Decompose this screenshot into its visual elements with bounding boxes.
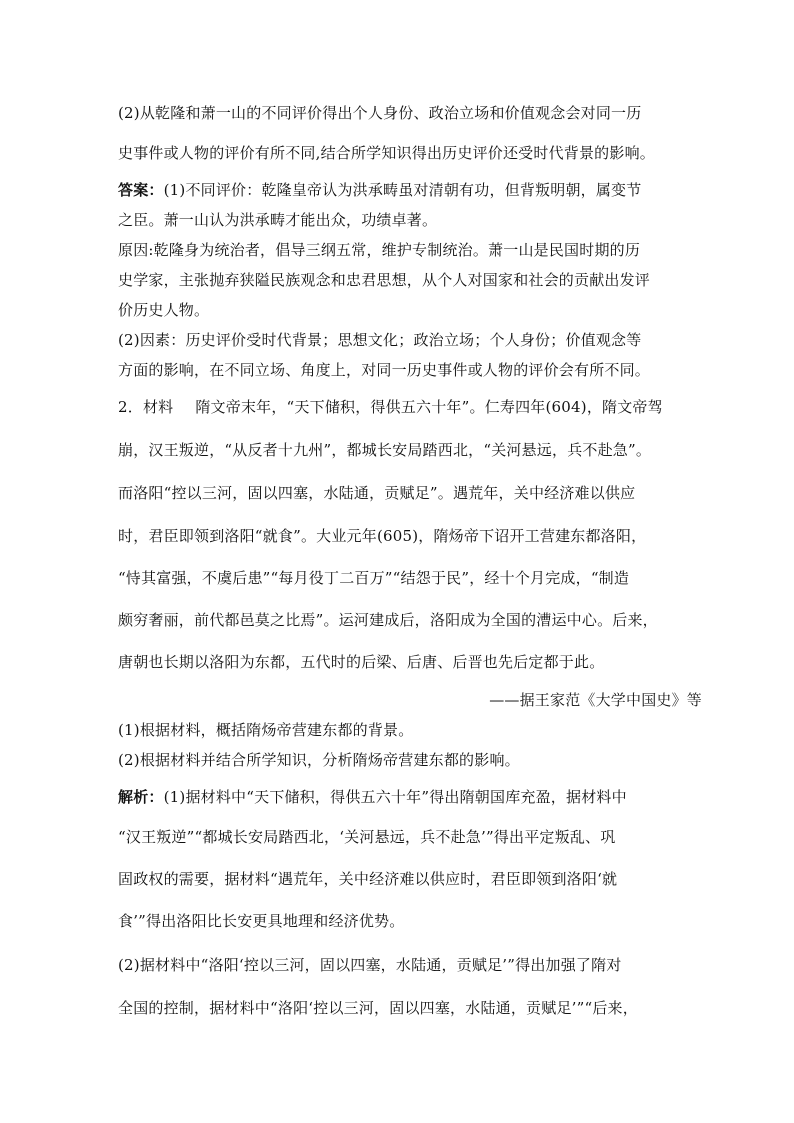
text-span: (1)不同评价：乾隆皇帝认为洪承畴虽对清朝有功，但背叛明朝，属变节 <box>163 181 642 199</box>
source-citation: ——据王家范《大学中国史》等 <box>489 691 702 709</box>
answer-label: 答案： <box>118 181 164 199</box>
text-span: (1)据材料中“天下储积，得供五六十年”得出隋朝国库充盈，据材料中 <box>163 788 627 806</box>
text-line: 史事件或人物的评价有所不同,结合所学知识得出历史评价还受时代背景的影响。 <box>118 144 655 162</box>
text-line: 之臣。萧一山认为洪承畴才能出众，功绩卓著。 <box>118 211 438 229</box>
text-line: 颇穷奢丽，前代都邑莫之比焉”。运河建成后，洛阳成为全国的漕运中心。后来， <box>118 611 658 629</box>
analysis-label: 解析： <box>118 788 164 806</box>
text-line: 固政权的需要，据材料“遇荒年，关中经济难以供应时，君臣即领到洛阳‘就 <box>118 870 618 888</box>
text-line: 全国的控制，据材料中“洛阳‘控以三河，固以四塞，水陆通，贡赋足’”“后来， <box>118 999 638 1017</box>
text-line: 史学家，主张抛弃狭隘民族观念和忠君思想，从个人对国家和社会的贡献出发评 <box>118 271 651 289</box>
material-label: 2．材料 <box>118 398 174 416</box>
question-2: (2)根据材料并结合所学知识，分析隋炀帝营建东都的影响。 <box>118 751 520 769</box>
text-line: (2)因素：历史评价受时代背景；思想文化；政治立场；个人身份；价值观念等 <box>118 331 642 349</box>
text-line: 唐朝也长期以洛阳为东都，五代时的后梁、后唐、后晋也先后定都于此。 <box>118 653 605 671</box>
text-line: 原因:乾隆身为统治者，倡导三纲五常，维护专制统治。萧一山是民国时期的历 <box>118 241 641 259</box>
text-line: 而洛阳“控以三河，固以四塞，水陆通，贡赋足”。遇荒年，关中经济难以供应 <box>118 484 636 502</box>
question-1: (1)根据材料，概括隋炀帝营建东都的背景。 <box>118 721 414 739</box>
text-span: 隋文帝末年，“天下储积，得供五六十年”。仁寿四年(604)，隋文帝驾 <box>195 398 663 416</box>
answer-line <box>118 180 688 200</box>
text-line: 方面的影响，在不同立场、角度上，对同一历史事件或人物的评价会有所不同。 <box>118 361 651 379</box>
text-line: 价历史人物。 <box>118 301 210 319</box>
text-line: “恃其富强，不虞后患”“每月役丁二百万”“结怨于民”，经十个月完成，“制造 <box>118 569 630 587</box>
text-line: 时，君臣即领到洛阳“就食”。大业元年(605)，隋炀帝下诏开工营建东都洛阳， <box>118 527 647 545</box>
text-line: “汉王叛逆”“都城长安局踏西北，‘关河悬远，兵不赴急’”得出平定叛乱、巩 <box>118 828 616 846</box>
text-line: 崩，汉王叛逆，“从反者十九州”，都城长安局踏西北，“关河悬远，兵不赴急”。 <box>118 441 652 459</box>
text-line: (2)从乾隆和萧一山的不同评价得出个人身份、政治立场和价值观念会对同一历 <box>118 104 642 122</box>
material-line <box>118 397 688 417</box>
analysis-line <box>118 787 688 807</box>
text-line: (2)据材料中“洛阳‘控以三河，固以四塞，水陆通，贡赋足’”得出加强了隋对 <box>118 956 622 974</box>
text-line: 食’”得出洛阳比长安更具地理和经济优势。 <box>118 912 405 930</box>
